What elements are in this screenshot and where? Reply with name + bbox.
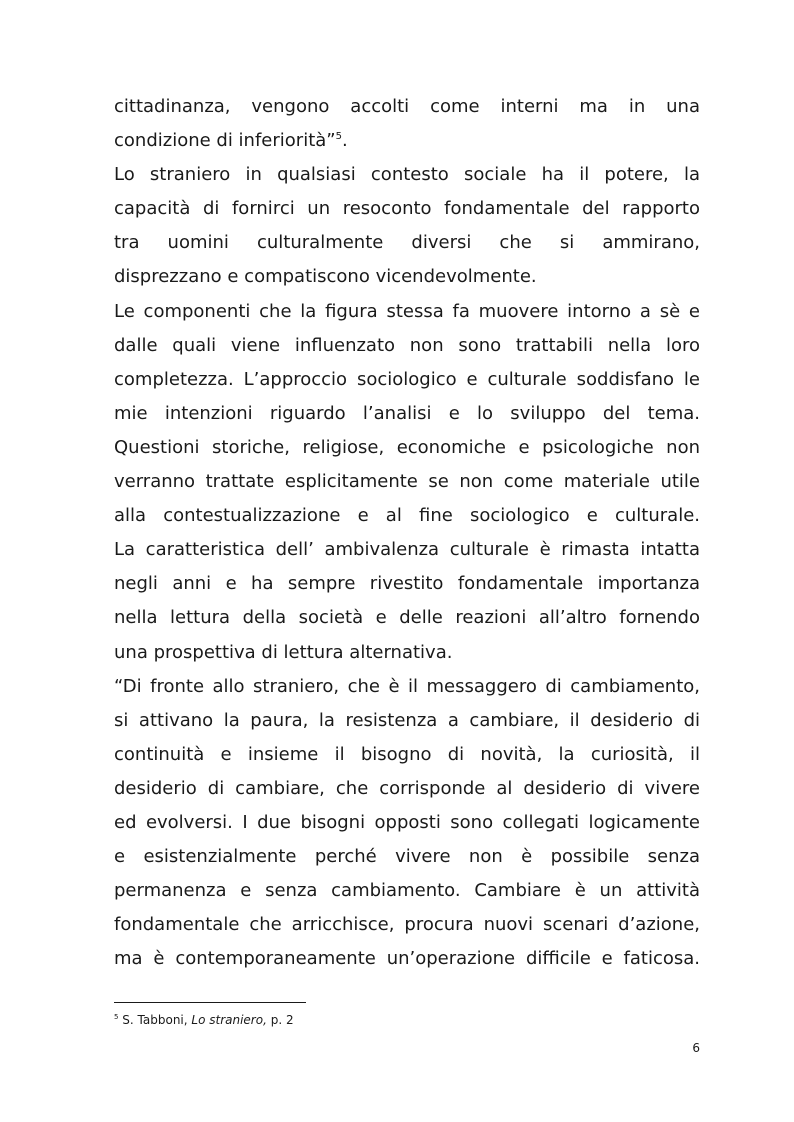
page-number: 6: [692, 1041, 700, 1055]
text-line: ma è contemporaneamente un’operazione difficile e faticosa.: [114, 948, 700, 970]
text-line: completezza. L’approccio sociologico e culturale soddisfano le: [114, 368, 700, 390]
text-line: [114, 124, 700, 158]
footnote-separator: [114, 1002, 306, 1003]
text-line: continuità e insieme il bisogno di novità, la curiosità, il: [114, 743, 700, 765]
text-line: fondamentale che arricchisce, procura nuovi scenari d’azione,: [114, 914, 700, 936]
text-line: e esistenzialmente perché vivere non è possibile senza: [114, 846, 700, 868]
footnote: [114, 1012, 294, 1028]
footnote-title: Lo straniero,: [191, 1013, 267, 1027]
footnote-ref-punct: .: [341, 130, 348, 152]
text-line: cittadinanza, vengono accolti come interni ma in una: [114, 96, 700, 117]
text-line: permanenza e senza cambiamento. Cambiare è un attività: [114, 880, 700, 902]
footnote-pages: p. 2: [266, 1013, 294, 1027]
text-line-content: condizione di inferiorità”: [114, 130, 336, 152]
text-line: una prospettiva di lettura alternativa.: [114, 641, 453, 663]
text-line: disprezzano e compatiscono vicendevolmente.: [114, 266, 537, 288]
body-text: [114, 90, 700, 976]
text-line: Questioni storiche, religiose, economiche e psicologiche non: [114, 436, 700, 458]
text-line: “Di fronte allo straniero, che è il messaggero di cambiamento,: [114, 675, 700, 697]
text-line: tra uomini culturalmente diversi che si ammirano,: [114, 232, 700, 254]
text-line: desiderio di cambiare, che corrisponde al desiderio di vivere: [114, 777, 700, 799]
text-line: negli anni e ha sempre rivestito fondamentale importanza: [114, 573, 700, 595]
text-line: verranno trattate esplicitamente se non come materiale utile: [114, 471, 700, 493]
text-line: dalle quali viene influenzato non sono trattabili nella loro: [114, 334, 700, 356]
text-line: Le componenti che la figura stessa fa muovere intorno a sè e: [114, 300, 700, 322]
text-line: alla contestualizzazione e al fine sociologico e culturale.: [114, 505, 700, 527]
text-line: La caratteristica dell’ ambivalenza culturale è rimasta intatta: [114, 539, 700, 561]
footnote-reference[interactable]: 5: [335, 131, 342, 143]
footnote-author: S. Tabboni,: [122, 1013, 192, 1027]
text-line: capacità di fornirci un resoconto fondamentale del rapporto: [114, 198, 700, 220]
text-line: ed evolversi. I due bisogni opposti sono collegati logicamente: [114, 811, 700, 833]
text-line: Lo straniero in qualsiasi contesto sociale ha il potere, la: [114, 164, 700, 186]
footnote-number: 5: [114, 1013, 119, 1021]
text-line: si attivano la paura, la resistenza a cambiare, il desiderio di: [114, 709, 700, 731]
text-line: nella lettura della società e delle reazioni all’altro fornendo: [114, 607, 700, 629]
text-line: mie intenzioni riguardo l’analisi e lo sviluppo del tema.: [114, 402, 700, 424]
